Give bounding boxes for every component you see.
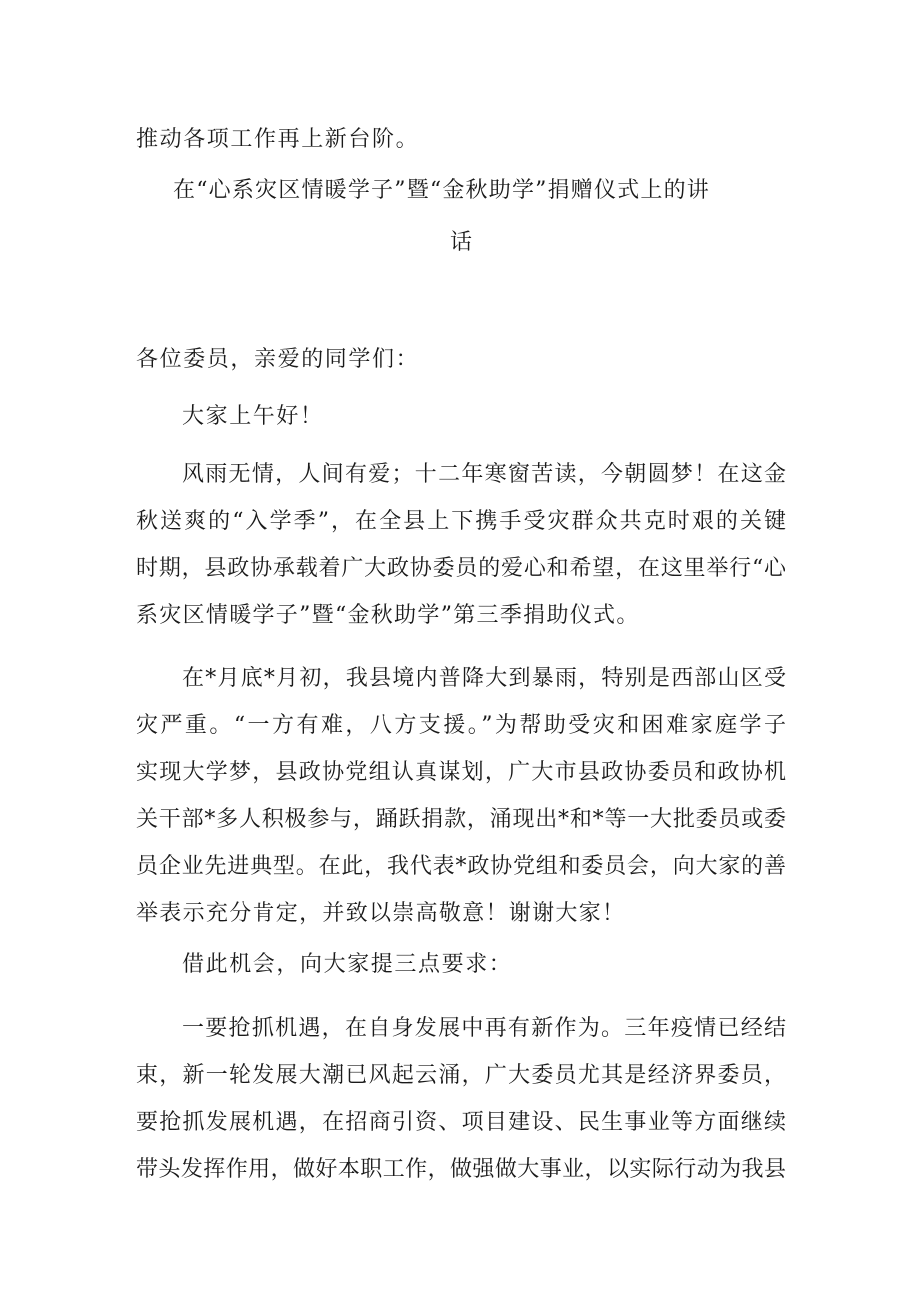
paragraph-4-line: 一要抢抓机遇，在自身发展中再有新作为。三年疫情已经结 — [182, 1016, 786, 1041]
paragraph-2-line: 实现大学梦，县政协党组认真谋划，广大市县政协委员和政协机 — [136, 760, 786, 785]
title-line-2: 话 — [450, 230, 474, 255]
continuation-text: 推动各项工作再上新台阶。 — [136, 127, 420, 152]
greeting: 大家上午好！ — [182, 404, 324, 429]
paragraph-1-line: 系灾区情暖学子”暨“金秋助学”第三季捐助仪式。 — [136, 603, 640, 628]
salutation: 各位委员，亲爱的同学们： — [136, 347, 420, 372]
paragraph-4-line: 要抢抓发展机遇，在招商引资、项目建设、民生事业等方面继续 — [136, 1110, 786, 1135]
paragraph-2-line: 举表示充分肯定，并致以崇高敬意！谢谢大家！ — [136, 901, 626, 926]
paragraph-1-line: 秋送爽的“入学季”，在全县上下携手受灾群众共克时艰的关键 — [136, 509, 786, 534]
paragraph-2-line: 灾严重。“一方有难，八方支援。”为帮助受灾和困难家庭学子 — [136, 713, 786, 738]
paragraph-4-line: 带头发挥作用，做好本职工作，做强做大事业，以实际行动为我县 — [136, 1157, 786, 1182]
paragraph-2-line: 关干部*多人积极参与，踊跃捐款，涌现出*和*等一大批委员或委 — [136, 807, 786, 832]
paragraph-1-line: 时期，县政协承载着广大政协委员的爱心和希望，在这里举行“心 — [136, 556, 786, 581]
paragraph-2-line: 在*月底*月初，我县境内普降大到暴雨，特别是西部山区受 — [182, 666, 786, 691]
paragraph-3: 借此机会，向大家提三点要求： — [182, 952, 513, 977]
paragraph-1-line: 风雨无情，人间有爱；十二年寒窗苦读，今朝圆梦！在这金 — [182, 462, 786, 487]
paragraph-2-line: 员企业先进典型。在此，我代表*政协党组和委员会，向大家的善 — [136, 854, 786, 879]
title-line-1: 在“心系灾区情暖学子”暨“金秋助学”捐赠仪式上的讲 — [173, 178, 710, 203]
paragraph-4-line: 束，新一轮发展大潮已风起云涌，广大委员尤其是经济界委员， — [136, 1063, 786, 1088]
